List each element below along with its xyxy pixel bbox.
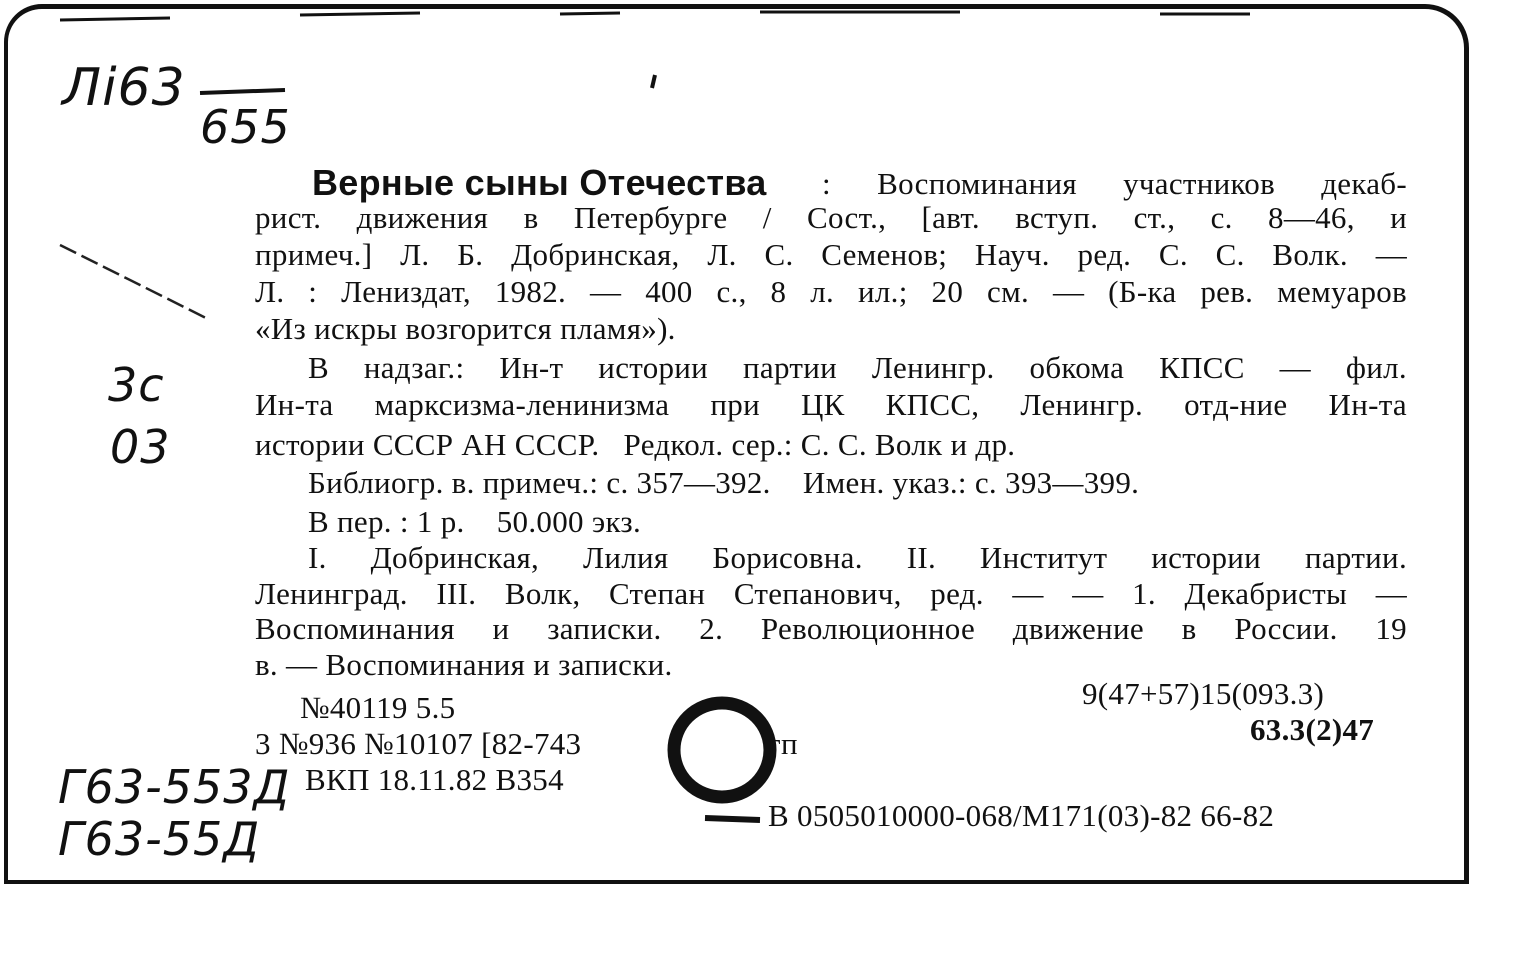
vkp-line: ВКП 18.11.82 В354 bbox=[305, 762, 564, 797]
tracing-line-4: в. — Воспоминания и записки. bbox=[255, 647, 673, 682]
note-line-2: Ин-та марксизма-ленинизма при ЦК КПСС, Ленингр. отд-ние Ин-та bbox=[255, 387, 1407, 422]
entry-line-3: примеч.] Л. Б. Добринская, Л. С. Семенов; Науч. ред. С. С. Волк. — bbox=[255, 237, 1407, 272]
entry-line-2: рист. движения в Петербурге / Сост., [авт. вступ. ст., с. 8—46, и bbox=[255, 200, 1407, 235]
mark-03: 03 bbox=[110, 420, 171, 474]
note-line-1: В надзаг.: Ин-т истории партии Ленингр. обкома КПСС — фил. bbox=[308, 350, 1407, 385]
mark-sc: 3c bbox=[108, 358, 165, 412]
bbk-index: 63.3(2)47 bbox=[1250, 712, 1375, 747]
handwritten-note-2: Г63-55Д bbox=[58, 812, 261, 866]
entry-line-1: : Воспоминания участников декаб- bbox=[822, 166, 1407, 201]
entry-line-4: Л. : Лениздат, 1982. — 400 с., 8 л. ил.; 20 см. — (Б-ка рев. мемуаров bbox=[255, 274, 1407, 309]
handwritten-note-1: Г63-553Д bbox=[58, 760, 291, 814]
publication-code: В 0505010000-068/М171(03)-82 66-82 bbox=[768, 798, 1275, 833]
tracing-line-2: Ленинград. III. Волк, Степан Степанович, ред. — — 1. Декабристы — bbox=[255, 576, 1407, 611]
price-line: В пер. : 1 р. 50.000 экз. bbox=[308, 504, 641, 539]
tracing-line-1: I. Добринская, Лилия Борисовна. II. Институт истории партии. bbox=[308, 540, 1407, 575]
shelfmark-bottom: 655 bbox=[200, 100, 291, 154]
order-suffix: гп bbox=[768, 726, 798, 761]
order-line: 3 №936 №10107 [82-743 bbox=[255, 726, 582, 761]
note-line-3: истории СССР АН СССР. Редкол. сер.: С. С. Волк и др. bbox=[255, 427, 1016, 462]
udc-index: 9(47+57)15(093.3) bbox=[1082, 676, 1325, 711]
shelfmark-top: Лi63 bbox=[62, 58, 186, 118]
bibliography-line: Библиогр. в. примеч.: с. 357—392. Имен. указ.: с. 393—399. bbox=[308, 465, 1140, 500]
tracing-line-3: Воспоминания и записки. 2. Революционное движение в России. 19 bbox=[255, 611, 1407, 646]
book-title: Верные сыны Отечества bbox=[312, 162, 767, 203]
entry-line-5: «Из искры возгорится пламя»). bbox=[255, 311, 676, 346]
order-number: №40119 5.5 bbox=[300, 690, 456, 725]
